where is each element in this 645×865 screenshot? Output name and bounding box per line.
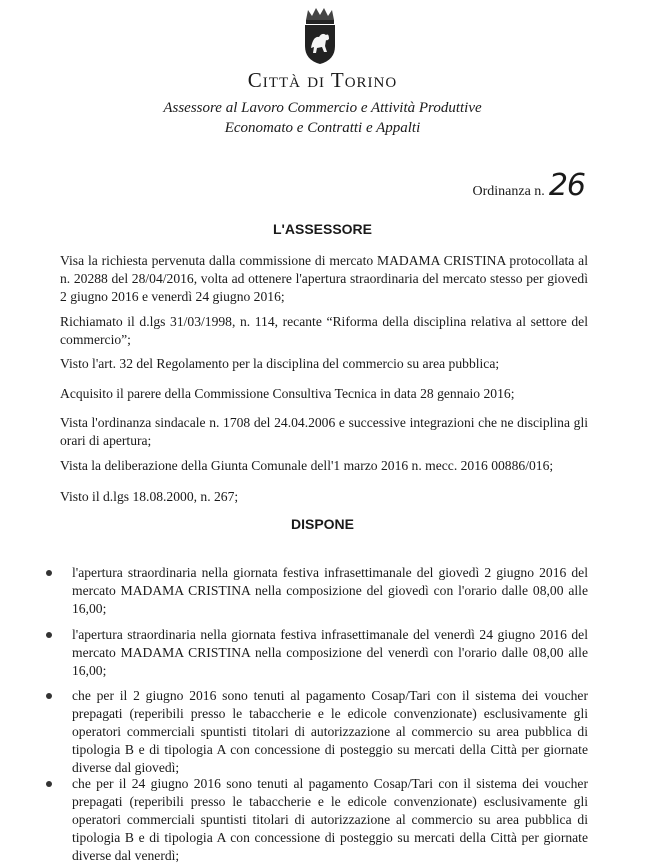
list-item xyxy=(46,564,588,618)
provision-text: che per il 2 giugno 2016 sono tenuti al pagamento Cosap/Tari con il sistema dei voucher prepagati (reperibili presso le tabaccherie e le edicole convenzionate) esclusivamente gli operatori commerciali spuntisti titolari di autorizzazione al commercio su area pubblica di tipologia B e di tipologia A con concessione di posteggio su mercati della Città per giornate diverse dal giovedì; xyxy=(72,688,588,775)
provision-text: l'apertura straordinaria nella giornata festiva infrasettimanale del giovedì 2 giugno 2016 del mercato MADAMA CRISTINA nella composizione del giovedì con l'orario dalle 08,00 alle 16,00; xyxy=(72,565,588,616)
department-line-2: Economato e Contratti e Appalti xyxy=(224,120,421,136)
provision-text: che per il 24 giugno 2016 sono tenuti al pagamento Cosap/Tari con il sistema dei voucher prepagati (reperibili presso le tabaccherie e le edicole convenzionate) esclusivamente gli operatori commerciali spuntisti titolari di autorizzazione al commercio su area pubblica di tipologia B e di tipologia A con concessione di posteggio su mercati della Città per giornate diverse dal venerdì; xyxy=(72,776,588,863)
premise-paragraph: Acquisito il parere della Commissione Consultiva Tecnica in data 28 gennaio 2016; xyxy=(60,386,515,401)
ordinanza-label: Ordinanza n. xyxy=(472,184,545,199)
dispone-heading: DISPONE xyxy=(290,516,354,532)
provision-text: l'apertura straordinaria nella giornata festiva infrasettimanale del venerdì 24 giugno 2016 del mercato MADAMA CRISTINA nella composizione del venerdì con l'orario dalle 08,00 alle 16,00; xyxy=(72,627,588,678)
premise-paragraph: Richiamato il d.lgs 31/03/1998, n. 114, recante “Riforma della disciplina relativa al settore del commercio”; xyxy=(60,314,588,347)
ordinanza-handwritten-number: 26 xyxy=(548,168,585,203)
document-heading: L'ASSESSORE xyxy=(272,221,373,237)
bullet-icon xyxy=(46,781,52,787)
premise-paragraph: Visa la richiesta pervenuta dalla commissione di mercato MADAMA CRISTINA protocollata al n. 20288 del 28/04/2016, volta ad ottenere l'apertura straordinaria del mercato stesso per giovedì 2 giugno 2016 e venerdì 24 giugno 2016; xyxy=(60,253,588,304)
premise-paragraph: Vista la deliberazione della Giunta Comunale dell'1 marzo 2016 n. mecc. 2016 00886/016; xyxy=(60,458,554,473)
bullet-icon xyxy=(46,570,52,576)
city-name: Città di Torino xyxy=(247,68,398,92)
ordinanza-number xyxy=(472,168,586,203)
list-item xyxy=(46,626,588,680)
premise-paragraph: Vista l'ordinanza sindacale n. 1708 del 24.04.2006 e successive integrazioni che ne disciplina gli orari di apertura; xyxy=(60,415,588,448)
list-item xyxy=(46,687,588,777)
city-crest-icon xyxy=(299,6,341,66)
department-line-1: Assessore al Lavoro Commercio e Attività Produttive xyxy=(163,100,482,116)
premise-paragraph: Visto il d.lgs 18.08.2000, n. 267; xyxy=(60,489,239,504)
premise-paragraph: Visto l'art. 32 del Regolamento per la disciplina del commercio su area pubblica; xyxy=(60,356,500,371)
bullet-icon xyxy=(46,632,52,638)
list-item xyxy=(46,775,588,865)
bullet-icon xyxy=(46,693,52,699)
